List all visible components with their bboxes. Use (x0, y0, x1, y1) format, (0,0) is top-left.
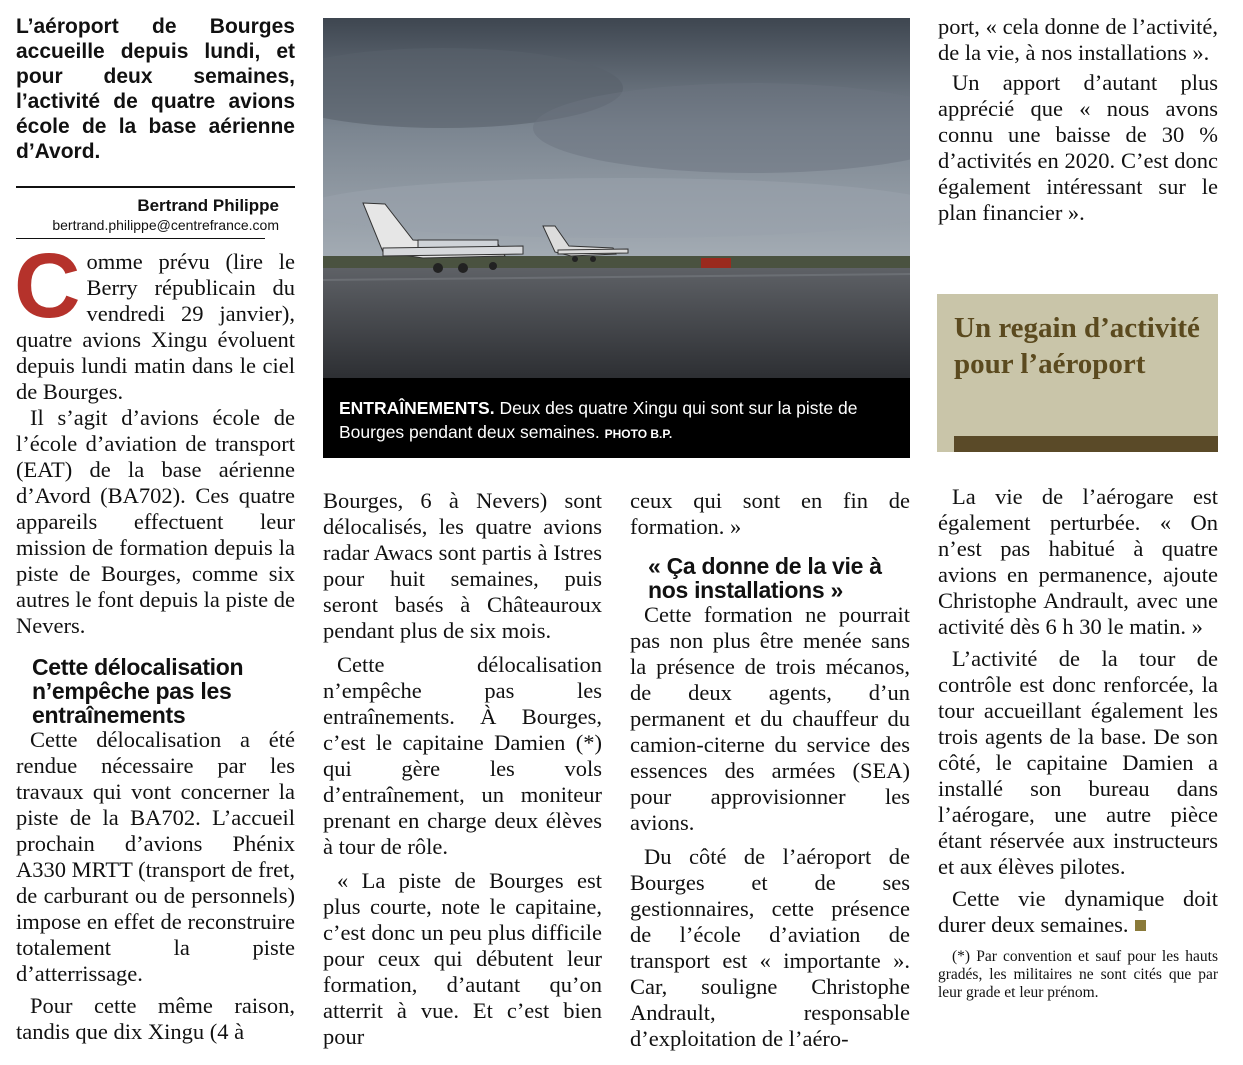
paragraph-final (938, 886, 1218, 938)
byline-author: Bertrand Philippe (137, 196, 279, 215)
paragraph: Pour cette même raison, tandis que dix Xingu (4 à (16, 993, 295, 1044)
airplanes-on-runway-image (323, 18, 910, 458)
caption-label: ENTRAÎNEMENTS. (339, 398, 495, 418)
paragraph: « La piste de Bourges est plus courte, note le capitaine, c’est donc un peu plus difficile pour ceux qui débutent leur formation, d’autant qu’on atterrit à vue. Et c’est bien pour (323, 868, 602, 1049)
paragraph: Bourges, 6 à Nevers) sont délocalisés, les quatre avions radar Awacs sont partis à Istres pour huit semaines, puis seront basés à Châteauroux pendant plus de six mois. (323, 488, 602, 643)
column-4-bottom (938, 484, 1218, 1002)
highlight-box-title: Un regain d’activité pour l’aéroport (954, 312, 1200, 380)
paragraph: ceux qui sont en fin de formation. » (630, 488, 910, 539)
article-lead: L’aéroport de Bourges accueille depuis lundi, et pour deux semaines, l’activité de quatre avions école de la base aérienne d’Avord. (16, 15, 295, 163)
drop-cap: C (14, 235, 81, 337)
column-2 (323, 488, 602, 1050)
paragraph: La vie de l’aérogare est également perturbée. « On n’est pas habitué à quatre avions en permanence, ajoute Christophe Andrault, avec une activité dès 6 h 30 le matin. » (938, 484, 1218, 639)
paragraph: Cette délocalisation a été rendue nécessaire par les travaux qui vont concerner la piste de la BA702. L’accueil prochain d’avions Phénix A330 MRTT (transport de fret, de carburant ou de personnels) impose en effet de reconstruire totalement la piste d’atterrissage. (16, 727, 295, 986)
end-mark-icon (1135, 920, 1146, 931)
subheading: « Ça donne de la vie à nos installations » (648, 553, 882, 603)
byline (16, 196, 295, 234)
footnote: (*) Par convention et sauf pour les hauts gradés, les militaires ne sont cités que par leur grade et leur prénom. (938, 948, 1218, 1001)
byline-rule (16, 186, 295, 188)
column-3 (630, 488, 910, 1052)
paragraph: omme prévu (lire le Berry républicain du vendredi 29 janvier), quatre avions Xingu évoluent depuis lundi matin dans le ciel de Bourges. (16, 249, 295, 404)
photo-credit: PHOTO B.P. (604, 427, 673, 441)
article-photo (323, 18, 910, 458)
byline-email: bertrand.philippe@centrefrance.com (52, 217, 279, 233)
final-sentence: Cette vie dynamique doit durer deux semaines. (938, 886, 1218, 937)
photo-caption (339, 396, 899, 446)
highlight-box (937, 294, 1218, 452)
paragraph: Cette délocalisation n’empêche pas les entraînements. À Bourges, c’est le capitaine Damien (*) qui gère les vols d’entraînement, un moniteur prenant en charge deux élèves à tour de rôle. (323, 652, 602, 859)
highlight-box-bar (954, 436, 1218, 452)
column-4 (938, 14, 1218, 226)
paragraph: Un apport d’autant plus apprécié que « nous avons connu une baisse de 30 % d’activités en 2020. C’est donc également intéressant sur le plan financier ». (938, 70, 1218, 225)
paragraph: Il s’agit d’avions école de l’école d’aviation de transport (EAT) de la base aérienne d’Avord (BA702). Ces quatre appareils effectuent leur mission de formation depuis la piste de Bourges, comme six autres le font depuis la piste de Nevers. (16, 405, 295, 638)
caption-text: Deux des quatre Xingu qui sont sur la piste de Bourges pendant deux semaines. (339, 398, 858, 442)
column-1 (16, 0, 295, 1045)
paragraph: L’activité de la tour de contrôle est donc renforcée, la tour accueillant également les trois agents de la base. De son côté, le capitaine Damien a installé son bureau dans l’aérogare, une autre pièce étant réservée aux instructeurs et aux élèves pilotes. (938, 646, 1218, 879)
paragraph: port, « cela donne de l’activité, de la vie, à nos installations ». (938, 14, 1218, 65)
paragraph: Cette formation ne pourrait pas non plus être menée sans la présence de trois mécanos, de deux agents, d’un permanent et du chauffeur du camion-citerne du service des essences des armées (SEA) pour approvisionner les avions. (630, 602, 910, 835)
paragraph: Du côté de l’aéroport de Bourges et de ses gestionnaires, cette présence de l’école d’aviation de transport est « importante ». Car, souligne Christophe Andrault, responsable d’exploitation de l’aéro- (630, 844, 910, 1051)
subheading: Cette délocalisation n’empêche pas les entraînements (32, 654, 244, 728)
